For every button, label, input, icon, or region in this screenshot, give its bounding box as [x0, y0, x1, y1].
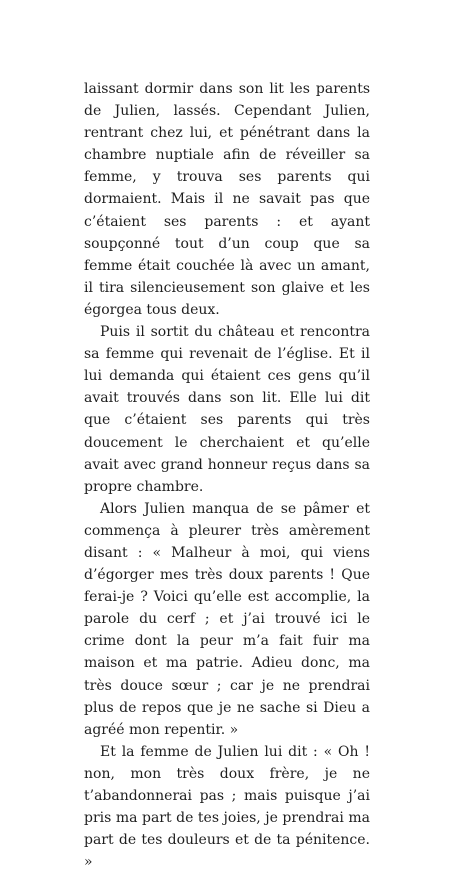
paragraph-4: Et la femme de Julien lui dit : « Oh ! non, mon très doux frère, je ne t’abandonnerai pas ; mais puisque j’ai pris ma part de tes joies, je prendrai ma part de tes douleurs et de ta pénitence. » [84, 743, 370, 871]
paragraph-2: Puis il sortit du château et rencontra sa femme qui revenait de l’église. Et il lui demanda qui étaient ces gens qu’il avait trouvés dans son lit. Elle lui dit que c’étaient ses parents qui très doucement le cherchaient et qu’elle avait avec grand honneur reçus dans sa propre chambre. [84, 324, 370, 495]
paragraph-3: Alors Julien manqua de se pâmer et commença à pleurer très amèrement disant : « Malheur à moi, qui viens d’égorger mes très doux parents ! Que ferai-je ? Voici qu’elle est accomplie, la parole du cerf ; et j’ai trouvé ici le crime dont la peur m’a fait fuir ma maison et ma patrie. Adieu donc, ma très douce sœur ; car je ne prendrai plus de repos que je ne sache si Dieu a agréé mon repentir. » [84, 500, 370, 738]
body-text [84, 78, 370, 873]
paragraph-1: laissant dormir dans son lit les parents de Julien, lassés. Cependant Julien, rentrant chez lui, et pénétrant dans la chambre nuptiale afin de réveiller sa femme, y trouva ses parents qui dormaient. Mais il ne savait pas que c’étaient ses parents : et ayant soupçonné tout d’un coup que sa femme était couchée là avec un amant, il tira silencieusement son glaive et les égorgea tous deux. [84, 81, 370, 318]
